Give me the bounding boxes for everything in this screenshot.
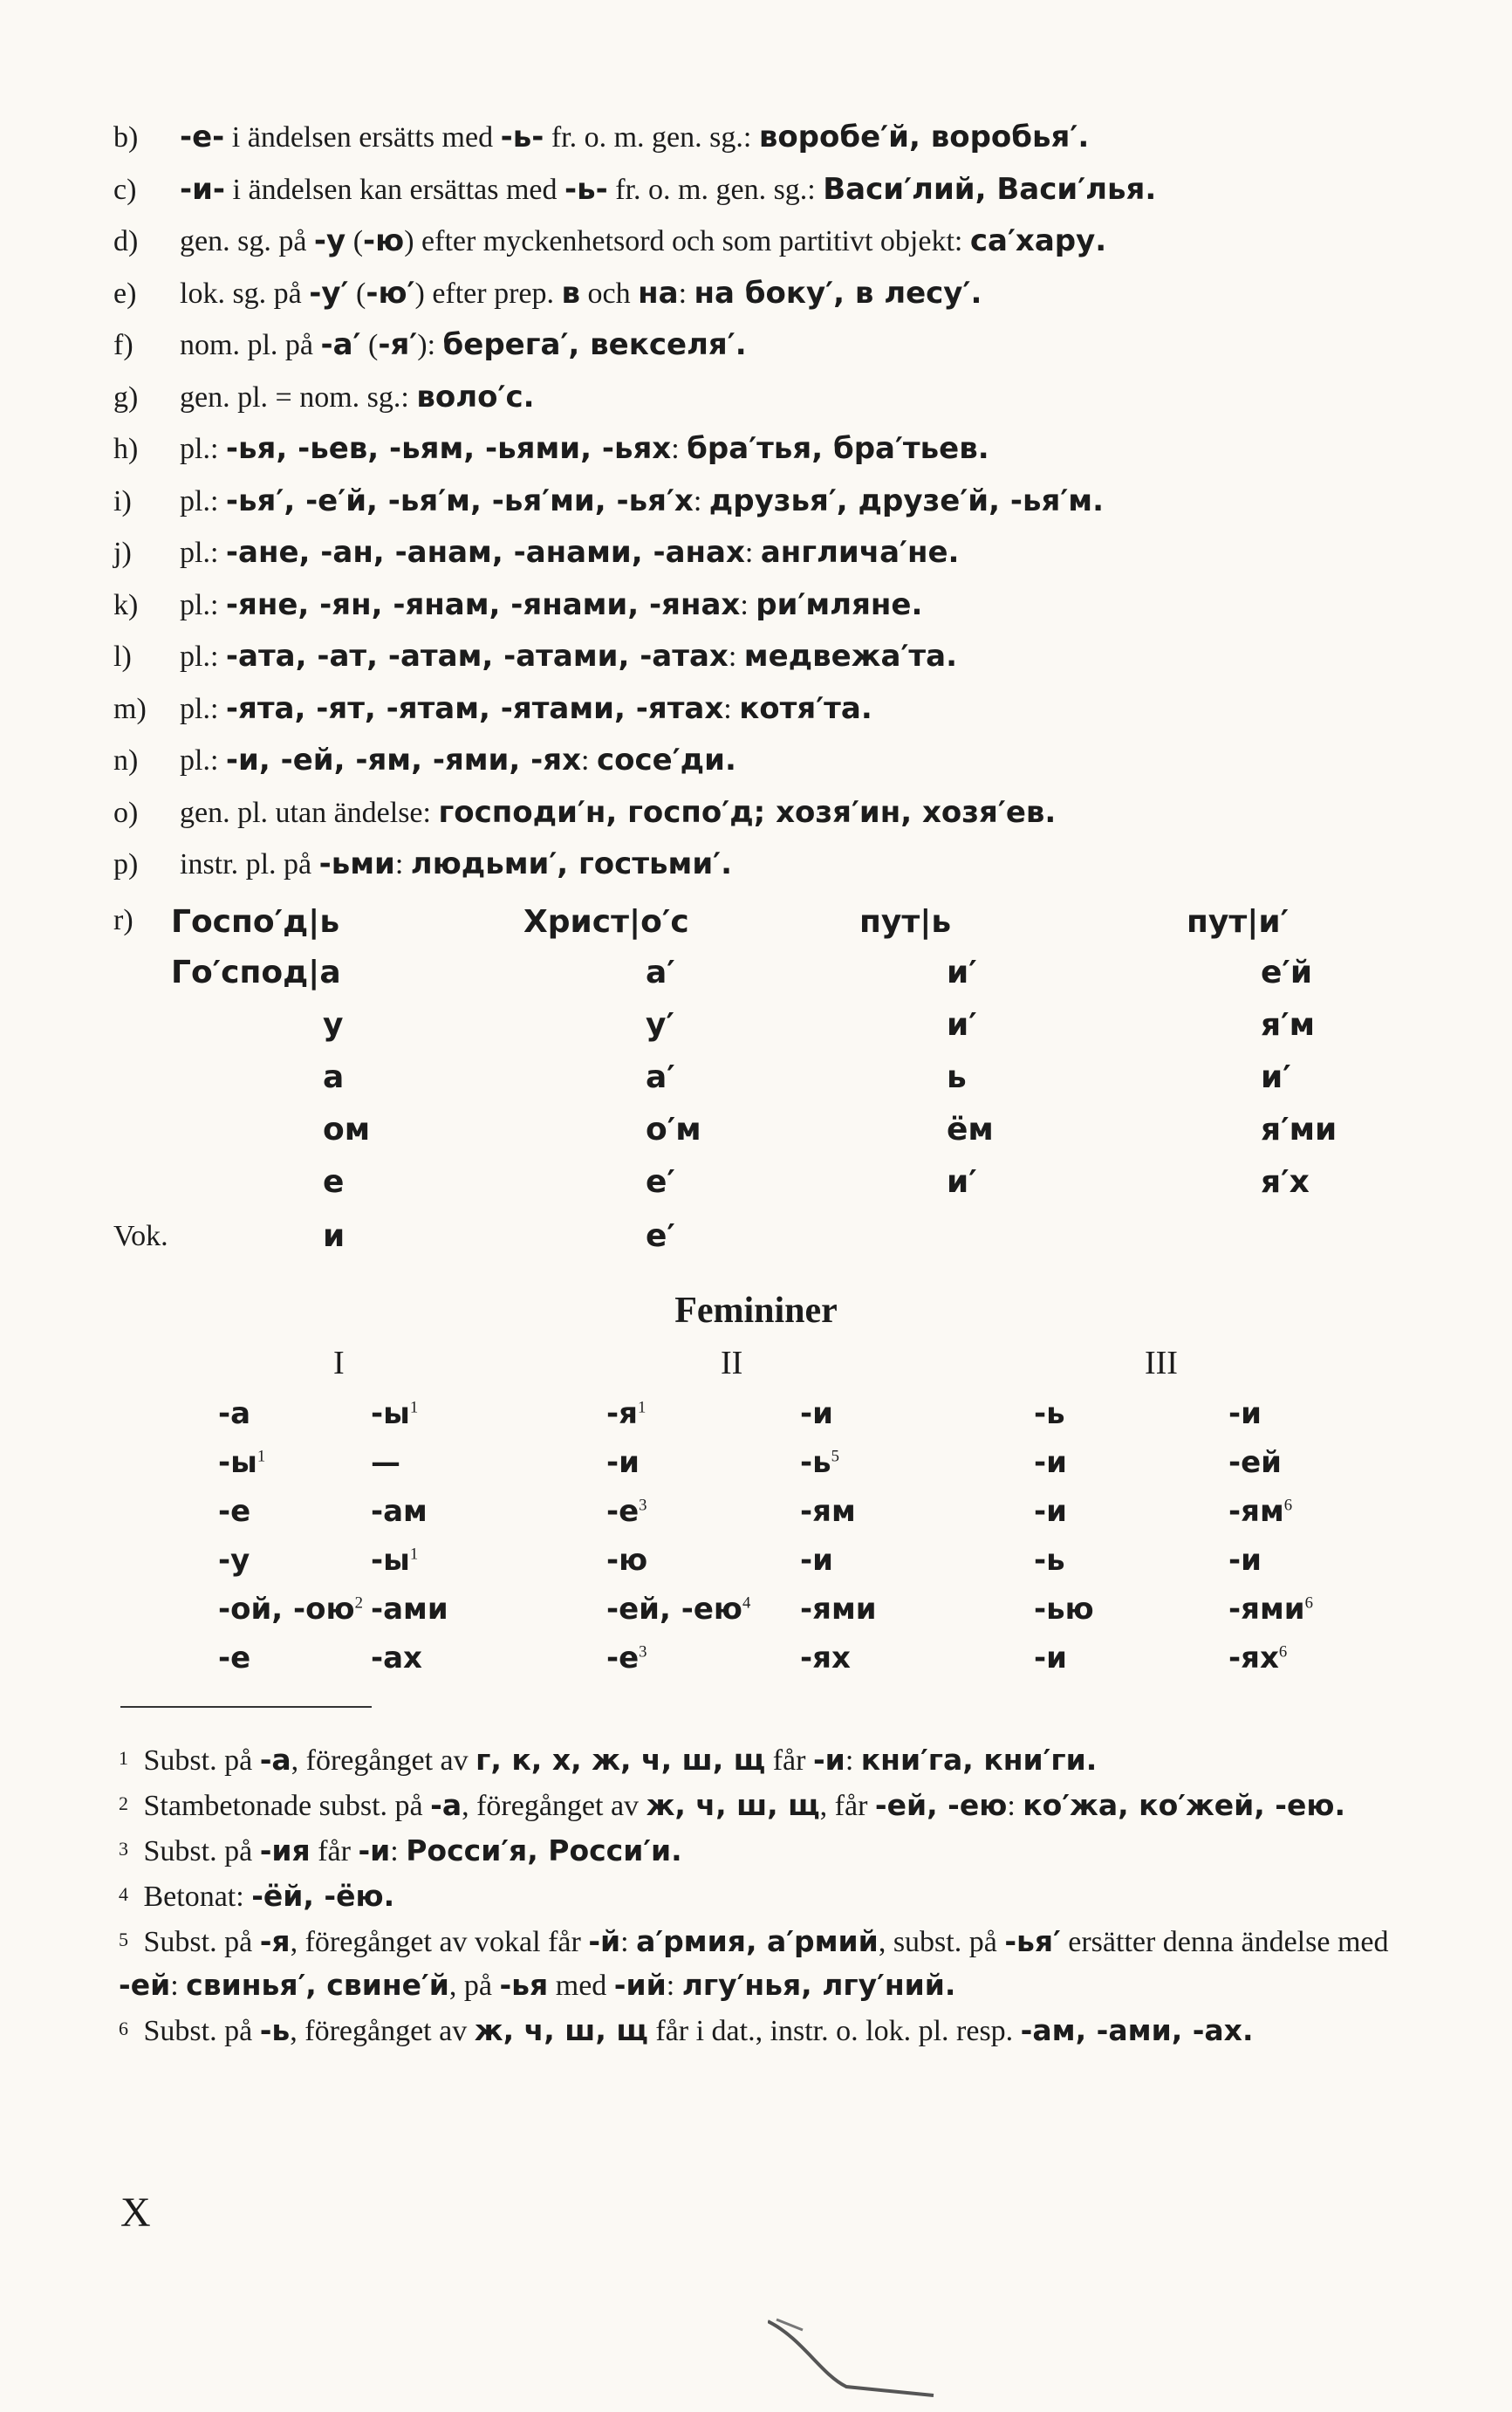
ending-text: -ях [800, 1641, 851, 1675]
rule-label: d) [113, 225, 139, 257]
footnote-swedish-text: , får [819, 1790, 875, 1822]
rule-russian-text: на [638, 275, 679, 311]
rule-item [113, 787, 1422, 839]
rule-swedish-text: i ändelsen ersätts med [224, 121, 501, 154]
paradigm-cell: и′ [947, 955, 977, 990]
rule-swedish-text: : [728, 641, 744, 673]
feminine-ending-cell [1034, 1592, 1094, 1627]
rule-label: g) [113, 380, 139, 414]
rule-russian-text: людьми′, гостьми′. [410, 846, 733, 881]
paradigm-cell: е′й [1261, 955, 1313, 990]
ending-text: -и [1228, 1543, 1262, 1578]
footnote-swedish-text: : [845, 1744, 861, 1777]
ending-text: -ям [800, 1494, 856, 1529]
ending-text: -и [800, 1396, 833, 1431]
footnote-mark: 6 [119, 2018, 128, 2039]
rule-russian-text: англича′не. [760, 535, 960, 570]
rule-russian-text: -яне, -ян, -янам, -янами, -янах [225, 586, 741, 622]
footnote-russian-text: свинья′, свине′й [186, 1968, 449, 2002]
rule-russian-text: -ь- [564, 171, 608, 207]
paradigm-cell: Го′спод|а [171, 955, 341, 990]
footnote-ref: 6 [1304, 1593, 1313, 1613]
footnote-swedish-text: , föregånget av [462, 1790, 647, 1822]
footnote-russian-text: -ь [259, 2013, 291, 2047]
footnote-swedish-text: Subst. på [143, 1835, 260, 1867]
ending-text: -ы [371, 1396, 410, 1431]
rule-russian-text: воробе′й, воробья′. [758, 120, 1090, 154]
rule-swedish-text: pl.: [180, 433, 226, 465]
footnote-swedish-text: Subst. på [143, 1744, 260, 1777]
footnote-swedish-text: , subst. på [878, 1926, 1005, 1958]
rule-item [113, 527, 1422, 579]
paradigm-label: r) [113, 904, 133, 936]
footnote-russian-text: -ья [499, 1968, 549, 2002]
feminine-ending-cell [1228, 1543, 1262, 1578]
rule-text [180, 787, 1056, 839]
paradigm-cell: пут|и′ [1187, 904, 1290, 940]
rule-label: e) [113, 277, 137, 310]
rule-swedish-text: pl.: [180, 692, 226, 725]
rule-label: f) [113, 329, 133, 361]
rule-swedish-text: gen. pl. = nom. sg.: [180, 380, 417, 414]
rule-swedish-text: fr. o. m. gen. sg.: [607, 173, 824, 206]
ending-text: -ы [371, 1543, 410, 1578]
ending-text: -ам [371, 1494, 428, 1529]
rule-russian-text: -у [313, 223, 346, 258]
footnote-ref: 6 [1283, 1496, 1293, 1515]
rule-swedish-text: : [740, 588, 756, 621]
page-number: X [120, 2189, 151, 2236]
paradigm-cell: ом [323, 1112, 371, 1148]
footnote-russian-text: -а [430, 1788, 462, 1822]
footnote-swedish-text: : [620, 1926, 637, 1958]
rule-label: i) [113, 484, 132, 517]
ending-text: -ь [1034, 1543, 1065, 1578]
rule-russian-text: -ю [363, 223, 405, 258]
rule-text [180, 164, 1156, 216]
footnote-ref: 5 [831, 1447, 839, 1466]
paradigm-cell: о′м [646, 1112, 701, 1148]
rule-swedish-text: nom. pl. på [180, 329, 321, 361]
rule-swedish-text: pl.: [180, 744, 226, 777]
feminine-ending-cell [218, 1494, 250, 1529]
rule-swedish-text: : [744, 537, 761, 569]
feminine-ending-cell [1034, 1543, 1065, 1578]
rule-label: b) [113, 121, 139, 154]
rule-item [113, 631, 1422, 683]
footnote-item [119, 1827, 1427, 1873]
feminine-ending-cell [1228, 1641, 1287, 1675]
rule-swedish-text: gen. sg. på [180, 225, 314, 257]
footnote-mark: 4 [119, 1883, 128, 1905]
feminine-ending-cell [606, 1494, 647, 1529]
ending-text: -ях [1228, 1641, 1279, 1675]
ending-text: -у [218, 1543, 250, 1578]
ending-text: -ь [800, 1445, 831, 1480]
rule-label: o) [113, 796, 139, 829]
rule-label: n) [113, 744, 139, 777]
rule-russian-text: воло′с. [416, 379, 535, 415]
rule-russian-text: -а′ [320, 327, 361, 362]
feminine-ending-cell [1228, 1445, 1282, 1480]
feminine-ending-cell [218, 1396, 250, 1431]
footnote-item [119, 1918, 1427, 2007]
paradigm-cell: ём [947, 1112, 994, 1148]
rule-russian-text: -и, -ей, -ям, -ями, -ях [225, 743, 582, 778]
ending-text: -и [1034, 1641, 1067, 1675]
footnote-russian-text: -ёй, -ёю. [251, 1879, 395, 1913]
feminine-ending-cell [1034, 1396, 1065, 1431]
rule-item [113, 216, 1422, 268]
footnote-russian-text: кни′га, кни′ги. [860, 1743, 1098, 1777]
rule-swedish-text: : [693, 484, 709, 517]
rule-swedish-text: instr. pl. på [180, 848, 319, 881]
footnote-russian-text: ж, ч, ш, щ [474, 2013, 648, 2047]
footnote-swedish-text: Stambetonade subst. på [143, 1790, 431, 1822]
masculine-paradigm-table [113, 904, 1422, 1279]
rule-label: l) [113, 641, 132, 673]
ending-text: -ами [371, 1592, 448, 1627]
paradigm-cell: Христ|о′с [523, 904, 689, 940]
ending-text: -и [606, 1445, 640, 1480]
feminine-ending-cell [371, 1494, 428, 1529]
rule-label: h) [113, 433, 139, 465]
footnote-swedish-text: , föregånget av vokal får [290, 1926, 589, 1958]
feminine-ending-cell [1228, 1494, 1292, 1529]
feminine-heading: Femininer [674, 1291, 838, 1331]
rule-item [113, 579, 1422, 632]
footnote-swedish-text: får [765, 1744, 813, 1777]
footnote-russian-text: ко′жа, ко′жей, -ею. [1023, 1788, 1346, 1822]
footnote-ref: 1 [257, 1447, 266, 1466]
footnote-russian-text: -ей [119, 1968, 171, 2002]
feminine-ending-cell [371, 1396, 418, 1431]
feminine-ending-cell [800, 1641, 851, 1675]
rule-russian-text: -ю′ [366, 275, 415, 311]
rule-swedish-text: : [394, 848, 411, 881]
footnote-swedish-text: Subst. på [143, 1926, 260, 1958]
paradigm-cell: я′х [1261, 1164, 1310, 1200]
rule-text [180, 319, 747, 372]
footnote-swedish-text: : [666, 1970, 682, 2002]
ending-text: -е [606, 1494, 640, 1529]
footnote-ref: 1 [409, 1545, 419, 1564]
rule-swedish-text: fr. o. m. gen. sg.: [544, 121, 759, 154]
paradigm-cell: и [323, 1218, 346, 1254]
footnote-swedish-text: får [310, 1835, 359, 1867]
footnote-russian-text: г, к, х, ж, ч, ш, щ [475, 1743, 766, 1777]
ending-text: -ой, -ою [218, 1592, 355, 1627]
footnote-russian-text: -ия [259, 1833, 311, 1867]
footnote-swedish-text: får i dat., instr. o. lok. pl. resp. [647, 2015, 1021, 2047]
rule-russian-text: ри′мляне. [756, 586, 923, 622]
rule-text [180, 216, 1106, 268]
footnote-russian-text: -й [588, 1924, 621, 1958]
feminine-ending-cell [606, 1445, 640, 1480]
ending-text: -е [218, 1494, 251, 1529]
rule-russian-text: -я′ [378, 327, 418, 362]
rule-swedish-text: : [723, 692, 740, 725]
footnote-russian-text: -а [259, 1743, 291, 1777]
rule-russian-text: медвежа′та. [743, 639, 957, 674]
rule-swedish-text: i ändelsen kan ersättas med [225, 173, 565, 206]
rule-text [180, 735, 736, 787]
vocative-label: Vok. [113, 1220, 168, 1252]
rule-item [113, 112, 1422, 164]
rule-swedish-text: : [671, 433, 688, 465]
grammar-rules-list [113, 112, 1422, 891]
rule-swedish-text: pl.: [180, 588, 226, 621]
footnote-russian-text: -ам, -ами, -ах. [1020, 2013, 1254, 2047]
paradigm-cell: а′ [646, 955, 675, 990]
rule-text [180, 683, 872, 736]
paradigm-cell: у′ [646, 1007, 674, 1043]
group-label-2: II [721, 1345, 743, 1381]
group-label-1: I [333, 1345, 345, 1381]
rule-text [180, 476, 1104, 528]
footnote-item [119, 1782, 1427, 1827]
footnote-swedish-text: , föregånget av [290, 2015, 475, 2047]
feminine-ending-cell [371, 1543, 418, 1578]
feminine-ending-cell [371, 1592, 448, 1627]
footnote-russian-text: ж, ч, ш, щ [646, 1788, 820, 1822]
ending-text: -а [218, 1396, 251, 1431]
rule-russian-text: котя′та. [739, 690, 872, 726]
rule-swedish-text: pl.: [180, 537, 226, 569]
footnote-swedish-text: : [1007, 1790, 1023, 1822]
ending-text: -и [800, 1543, 833, 1578]
footnote-swedish-text: : [390, 1835, 407, 1867]
ending-text: -ей, -ею [606, 1592, 742, 1627]
rule-text [180, 423, 989, 476]
rule-russian-text: -у′ [309, 275, 349, 311]
rule-swedish-text: pl.: [180, 484, 226, 517]
paradigm-cell: пут|ь [859, 904, 952, 940]
footnote-ref: 6 [1278, 1642, 1288, 1662]
rule-label: c) [113, 173, 137, 206]
rule-swedish-text: ( [360, 329, 379, 361]
rule-text [180, 839, 732, 891]
ending-text: -и [1228, 1396, 1262, 1431]
rule-russian-text: -ьми [318, 846, 395, 881]
footnote-swedish-text: : [170, 1970, 187, 2002]
feminine-ending-cell [606, 1396, 646, 1431]
footnote-item [119, 1737, 1427, 1782]
rule-swedish-text: ( [348, 277, 366, 310]
feminine-ending-cell [1228, 1592, 1313, 1627]
paradigm-cell: е [323, 1164, 345, 1200]
rule-russian-text: -ане, -ан, -анам, -анами, -анах [225, 535, 745, 570]
feminine-ending-cell [371, 1641, 422, 1675]
feminine-ending-cell [218, 1445, 265, 1480]
rule-item [113, 839, 1422, 891]
ending-text: -е [218, 1641, 251, 1675]
ending-text: -ями [1228, 1592, 1305, 1627]
group-label-3: III [1145, 1345, 1178, 1381]
rule-label: p) [113, 848, 139, 881]
footnote-russian-text: -я [259, 1924, 291, 1958]
footnote-swedish-text: ersätter denna ändelse med [1060, 1926, 1389, 1958]
rule-text [180, 527, 959, 579]
rule-swedish-text: ): [417, 329, 443, 361]
feminine-ending-cell [606, 1641, 647, 1675]
feminine-ending-table [0, 1396, 1512, 1693]
rule-russian-text: -ья′, -е′й, -ья′м, -ья′ми, -ья′х [225, 483, 694, 518]
rule-item [113, 423, 1422, 476]
rule-russian-text: -и- [180, 171, 226, 207]
feminine-ending-cell [606, 1592, 750, 1627]
footnote-swedish-text: Betonat: [143, 1881, 252, 1913]
footnote-mark: 3 [119, 1838, 128, 1860]
feminine-ending-cell [800, 1543, 833, 1578]
feminine-ending-cell [1034, 1494, 1067, 1529]
rule-swedish-text: ) efter prep. [414, 277, 562, 310]
rule-russian-text: Васи′лий, Васи′лья. [823, 171, 1157, 207]
rule-item [113, 372, 1422, 424]
rule-swedish-text: ) efter myckenhetsord och som partitivt objekt: [404, 225, 970, 257]
rule-swedish-text: : [581, 744, 597, 777]
footnote-swedish-text: med [548, 1970, 614, 2002]
rule-russian-text: в [561, 275, 581, 311]
footnote-ref: 2 [354, 1593, 363, 1613]
ending-text: -ю [606, 1543, 648, 1578]
rule-russian-text: -е- [180, 120, 225, 154]
footnote-swedish-text: , föregånget av [291, 1744, 476, 1777]
rule-item [113, 164, 1422, 216]
rule-russian-text: -ата, -ат, -атам, -атами, -атах [225, 639, 729, 674]
footnote-ref: 3 [639, 1496, 647, 1515]
footnote-russian-text: -и [358, 1833, 391, 1867]
rule-text [180, 579, 922, 632]
footnote-ref: 1 [637, 1398, 647, 1417]
rule-item [113, 319, 1422, 372]
ending-text: -ы [218, 1445, 257, 1480]
paradigm-cell: а [323, 1059, 345, 1095]
paradigm-cell: у [323, 1007, 344, 1043]
rule-item [113, 268, 1422, 320]
rule-russian-text: -ья, -ьев, -ьям, -ьями, -ьях [225, 431, 672, 466]
ending-text: — [371, 1445, 400, 1480]
footnote-mark: 1 [119, 1747, 128, 1769]
rule-swedish-text: och [580, 277, 639, 310]
paradigm-cell: ь [947, 1059, 967, 1095]
footnote-ref: 3 [639, 1642, 647, 1662]
feminine-ending-cell [800, 1396, 833, 1431]
feminine-ending-cell [218, 1592, 363, 1627]
footnote-swedish-text: , på [448, 1970, 500, 2002]
feminine-ending-cell [1228, 1396, 1262, 1431]
page-curl-mark [768, 2304, 942, 2400]
footnote-mark: 5 [119, 1929, 128, 1950]
footnote-ref: 4 [742, 1593, 751, 1613]
ending-text: -я [606, 1396, 638, 1431]
footnote-russian-text: лгу′нья, лгу′ний. [681, 1968, 956, 2002]
footnote-russian-text: -и [812, 1743, 845, 1777]
feminine-ending-cell [800, 1592, 877, 1627]
feminine-ending-cell [800, 1494, 856, 1529]
paradigm-cell: и′ [947, 1007, 977, 1043]
rule-russian-text: на боку′, в лесу′. [694, 275, 982, 311]
ending-text: -ям [1228, 1494, 1284, 1529]
ending-text: -ь [1034, 1396, 1065, 1431]
footnote-russian-text: -ий [613, 1968, 667, 2002]
feminine-ending-cell [1034, 1445, 1067, 1480]
feminine-ending-cell [800, 1445, 839, 1480]
paradigm-cell: Госпо′д|ь [171, 904, 340, 940]
footnote-ref: 1 [409, 1398, 419, 1417]
rule-item [113, 683, 1422, 736]
paradigm-cell: е′ [646, 1218, 675, 1254]
rule-swedish-text: : [678, 277, 694, 310]
rule-russian-text: берега′, векселя′. [442, 327, 747, 362]
feminine-ending-cell [606, 1543, 647, 1578]
ending-text: -ью [1034, 1592, 1094, 1627]
footnote-swedish-text: Subst. på [143, 2015, 260, 2047]
ending-text: -ах [371, 1641, 422, 1675]
ending-text: -и [1034, 1445, 1067, 1480]
footnote-russian-text: -ья′ [1004, 1924, 1061, 1958]
footnote-russian-text: а′рмия, а′рмий [636, 1924, 879, 1958]
paradigm-cell: и′ [1261, 1059, 1291, 1095]
paradigm-cell: а′ [646, 1059, 675, 1095]
ending-text: -ей [1228, 1445, 1282, 1480]
rule-text [180, 268, 982, 320]
rule-swedish-text: pl.: [180, 641, 226, 673]
footnote-item [119, 2007, 1427, 2052]
paradigm-cell: я′ми [1261, 1112, 1338, 1148]
footnote-mark: 2 [119, 1792, 128, 1814]
paradigm-cell: е′ [646, 1164, 675, 1200]
rule-label: j) [113, 537, 132, 569]
feminine-ending-cell [218, 1641, 250, 1675]
rule-swedish-text: ( [346, 225, 364, 257]
ending-text: -е [606, 1641, 640, 1675]
ending-text: -ями [800, 1592, 877, 1627]
rule-russian-text: сосе′ди. [596, 743, 736, 778]
footnote-russian-text: Росси′я, Росси′и. [406, 1833, 682, 1867]
feminine-ending-cell [1034, 1641, 1067, 1675]
rule-swedish-text: gen. pl. utan ändelse: [180, 796, 439, 829]
footnote-divider [120, 1706, 372, 1708]
rule-russian-text: господи′н, госпо′д; хозя′ин, хозя′ев. [438, 794, 1057, 830]
rule-text [180, 112, 1089, 164]
rule-russian-text: бра′тья, бра′тьев. [687, 431, 989, 466]
rule-item [113, 476, 1422, 528]
rule-russian-text: -ята, -ят, -ятам, -ятами, -ятах [225, 690, 724, 726]
rule-label: m) [113, 692, 147, 725]
footnote-russian-text: -ей, -ею [874, 1788, 1008, 1822]
rule-swedish-text: lok. sg. på [180, 277, 310, 310]
rule-item [113, 735, 1422, 787]
rule-russian-text: -ь- [500, 120, 544, 154]
paradigm-cell: я′м [1261, 1007, 1316, 1043]
feminine-ending-cell [218, 1543, 250, 1578]
rule-text [180, 372, 535, 424]
paradigm-cell: и′ [947, 1164, 977, 1200]
rule-russian-text: друзья′, друзе′й, -ья′м. [708, 483, 1104, 518]
feminine-ending-cell [371, 1445, 400, 1480]
footnote-item [119, 1873, 1427, 1918]
footnotes [119, 1737, 1427, 2052]
rule-text [180, 631, 957, 683]
rule-label: k) [113, 588, 139, 621]
rule-russian-text: са′хару. [969, 223, 1107, 258]
ending-text: -и [1034, 1494, 1067, 1529]
